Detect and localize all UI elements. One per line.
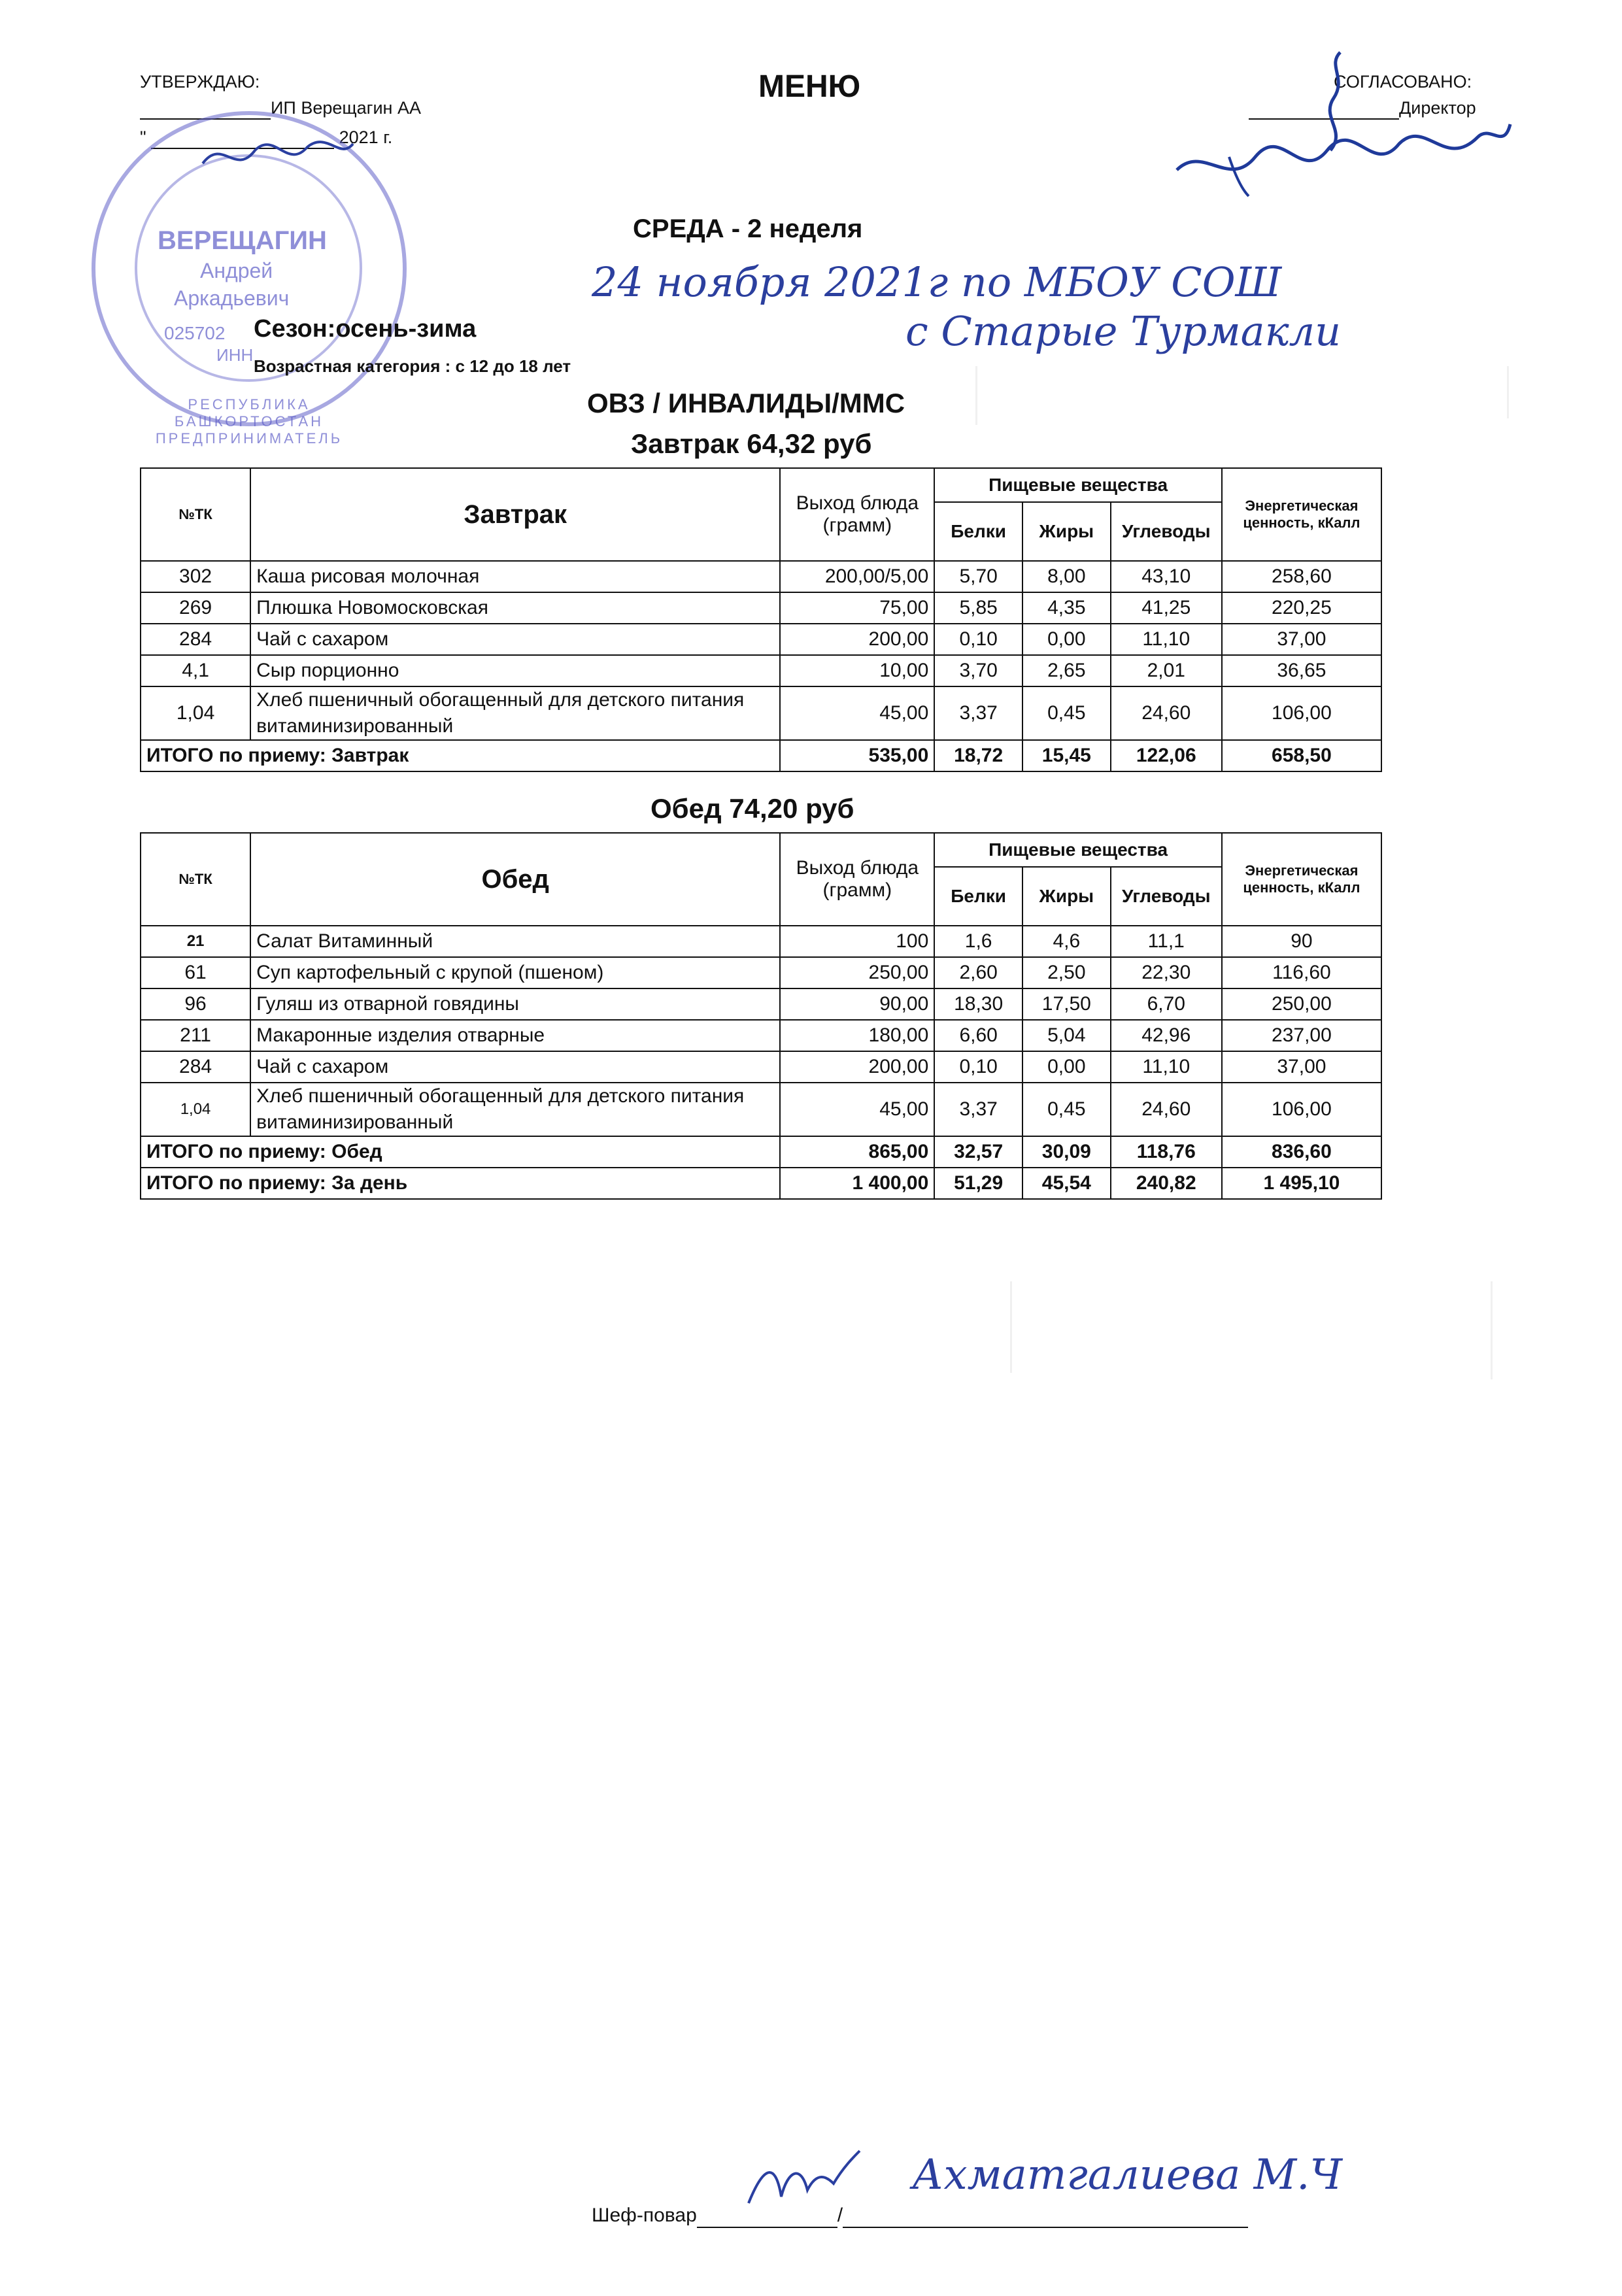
lunch-table [140, 832, 1382, 1200]
chef-line [592, 2204, 1248, 2228]
row-carbs: 42,96 [1111, 1020, 1222, 1051]
row-energy: 116,60 [1222, 957, 1381, 988]
row-protein: 5,70 [934, 561, 1022, 592]
stamp-first: Андрей [200, 259, 273, 282]
row-name: Каша рисовая молочная [250, 561, 780, 592]
row-tk: 269 [141, 592, 250, 624]
row-output: 10,00 [780, 655, 934, 686]
row-energy: 220,25 [1222, 592, 1381, 624]
row-tk: 211 [141, 1020, 250, 1051]
row-carbs: 11,10 [1111, 1051, 1222, 1083]
age-category: Возрастная категория : с 12 до 18 лет [254, 356, 571, 376]
approve-org: ИП Верещагин АА [271, 98, 421, 118]
col-output: Выход блюда (грамм) [780, 833, 934, 926]
row-name: Плюшка Новомосковская [250, 592, 780, 624]
row-output: 75,00 [780, 592, 934, 624]
col-protein: Белки [934, 867, 1022, 926]
table-row [141, 926, 1381, 957]
row-protein: 6,60 [934, 1020, 1022, 1051]
row-fat: 4,35 [1022, 592, 1111, 624]
table-row [141, 988, 1381, 1020]
col-energy: Энергетическая ценность, кКалл [1222, 833, 1381, 926]
table-row [141, 1051, 1381, 1083]
day-total-energy: 1 495,10 [1222, 1168, 1381, 1199]
col-nutrients: Пищевые вещества [934, 833, 1222, 867]
handwritten-note-line-2: с Старые Турмакли [905, 307, 1342, 355]
handwritten-note-line-1: 24 ноября 2021г по МБОУ СОШ [592, 258, 1282, 306]
row-carbs: 41,25 [1111, 592, 1222, 624]
col-name: Обед [250, 833, 780, 926]
table-row [141, 957, 1381, 988]
total-energy: 836,60 [1222, 1136, 1381, 1168]
total-fat: 30,09 [1022, 1136, 1111, 1168]
day-total-row [141, 1168, 1381, 1199]
table-row [141, 686, 1381, 740]
row-protein: 2,60 [934, 957, 1022, 988]
page-title: МЕНЮ [758, 69, 861, 104]
day-total-label: ИТОГО по приему: За день [141, 1168, 780, 1199]
stamp-inn-number: 025702 [164, 323, 226, 343]
col-tk: №ТК [141, 468, 250, 561]
row-tk: 4,1 [141, 655, 250, 686]
row-energy: 106,00 [1222, 686, 1381, 740]
col-fat: Жиры [1022, 867, 1111, 926]
row-fat: 0,45 [1022, 1083, 1111, 1136]
total-carbs: 118,76 [1111, 1136, 1222, 1168]
row-carbs: 24,60 [1111, 686, 1222, 740]
row-carbs: 43,10 [1111, 561, 1222, 592]
row-carbs: 2,01 [1111, 655, 1222, 686]
row-name: Салат Витаминный [250, 926, 780, 957]
total-output: 535,00 [780, 740, 934, 771]
table-row [141, 1020, 1381, 1051]
row-name: Макаронные изделия отварные [250, 1020, 780, 1051]
chef-name-handwritten: Ахматгалиева М.Ч [912, 2151, 1342, 2199]
row-protein: 0,10 [934, 1051, 1022, 1083]
row-output: 100 [780, 926, 934, 957]
row-fat: 0,00 [1022, 624, 1111, 655]
row-fat: 2,65 [1022, 655, 1111, 686]
scan-artifact [1010, 1281, 1012, 1373]
day-total-carbs: 240,82 [1111, 1168, 1222, 1199]
row-protein: 1,6 [934, 926, 1022, 957]
breakfast-heading: Завтрак 64,32 руб [631, 428, 872, 459]
row-name: Гуляш из отварной говядины [250, 988, 780, 1020]
row-output: 45,00 [780, 686, 934, 740]
row-fat: 2,50 [1022, 957, 1111, 988]
row-energy: 90 [1222, 926, 1381, 957]
row-fat: 8,00 [1022, 561, 1111, 592]
row-protein: 3,37 [934, 686, 1022, 740]
row-energy: 106,00 [1222, 1083, 1381, 1136]
row-output: 200,00 [780, 1051, 934, 1083]
row-name: Сыр порционно [250, 655, 780, 686]
total-energy: 658,50 [1222, 740, 1381, 771]
breakfast-table [140, 467, 1382, 772]
row-energy: 258,60 [1222, 561, 1381, 592]
season-label: Сезон:осень-зима [254, 315, 477, 343]
row-output: 250,00 [780, 957, 934, 988]
row-energy: 37,00 [1222, 624, 1381, 655]
row-name: Чай с сахаром [250, 624, 780, 655]
table-row [141, 655, 1381, 686]
row-tk: 1,04 [141, 1083, 250, 1136]
total-protein: 32,57 [934, 1136, 1022, 1168]
row-energy: 36,65 [1222, 655, 1381, 686]
agreed-label: СОГЛАСОВАНО: [1334, 72, 1472, 92]
total-row [141, 740, 1381, 771]
chef-signature [742, 2144, 873, 2216]
chef-name-blank [843, 2204, 1248, 2228]
row-tk: 284 [141, 624, 250, 655]
row-name: Хлеб пшеничный обогащенный для детского питания витаминизированный [250, 686, 780, 740]
row-protein: 5,85 [934, 592, 1022, 624]
day-heading: СРЕДА - 2 неделя [633, 214, 863, 243]
total-label: ИТОГО по приему: Обед [141, 1136, 780, 1168]
approve-quote: " [140, 127, 146, 147]
row-carbs: 11,10 [1111, 624, 1222, 655]
stamp-ring-text: РЕСПУБЛИКА БАШКОРТОСТАН ПРЕДПРИНИМАТЕЛЬ [155, 396, 343, 447]
approver-signature [196, 124, 360, 183]
row-name: Хлеб пшеничный обогащенный для детского питания витаминизированный [250, 1083, 780, 1136]
col-output: Выход блюда (грамм) [780, 468, 934, 561]
total-label: ИТОГО по приему: Завтрак [141, 740, 780, 771]
row-name: Чай с сахаром [250, 1051, 780, 1083]
director-signature [1151, 26, 1517, 209]
row-carbs: 11,1 [1111, 926, 1222, 957]
table-row [141, 1083, 1381, 1136]
table-row [141, 592, 1381, 624]
total-row [141, 1136, 1381, 1168]
row-protein: 3,70 [934, 655, 1022, 686]
scan-artifact [1507, 366, 1509, 418]
col-nutrients: Пищевые вещества [934, 468, 1222, 502]
row-energy: 237,00 [1222, 1020, 1381, 1051]
row-energy: 37,00 [1222, 1051, 1381, 1083]
agreed-role: Директор [1399, 98, 1476, 118]
stamp-inn-label: ИНН [216, 345, 254, 365]
chef-label: Шеф-повар [592, 2204, 697, 2226]
row-tk: 302 [141, 561, 250, 592]
lunch-heading: Обед 74,20 руб [650, 793, 854, 824]
row-protein: 18,30 [934, 988, 1022, 1020]
row-tk: 284 [141, 1051, 250, 1083]
row-fat: 0,00 [1022, 1051, 1111, 1083]
row-carbs: 22,30 [1111, 957, 1222, 988]
chef-separator: / [837, 2204, 843, 2226]
category-heading: ОВЗ / ИНВАЛИДЫ/ММС [587, 388, 905, 418]
day-total-protein: 51,29 [934, 1168, 1022, 1199]
col-fat: Жиры [1022, 502, 1111, 561]
scan-artifact [1491, 1281, 1493, 1379]
row-tk: 1,04 [141, 686, 250, 740]
table-row [141, 624, 1381, 655]
day-total-fat: 45,54 [1022, 1168, 1111, 1199]
row-fat: 17,50 [1022, 988, 1111, 1020]
row-fat: 5,04 [1022, 1020, 1111, 1051]
approve-year: 2021 г. [339, 127, 393, 147]
row-tk: 61 [141, 957, 250, 988]
row-carbs: 24,60 [1111, 1083, 1222, 1136]
row-tk: 96 [141, 988, 250, 1020]
col-protein: Белки [934, 502, 1022, 561]
col-carbs: Углеводы [1111, 502, 1222, 561]
col-tk: №ТК [141, 833, 250, 926]
approve-label: УТВЕРЖДАЮ: [140, 72, 260, 92]
col-energy: Энергетическая ценность, кКалл [1222, 468, 1381, 561]
stamp-name: ВЕРЕЩАГИН [158, 226, 327, 255]
row-output: 180,00 [780, 1020, 934, 1051]
row-output: 90,00 [780, 988, 934, 1020]
col-carbs: Углеводы [1111, 867, 1222, 926]
total-carbs: 122,06 [1111, 740, 1222, 771]
row-tk: 21 [141, 926, 250, 957]
row-fat: 0,45 [1022, 686, 1111, 740]
stamp-patronymic: Аркадьевич [174, 286, 290, 310]
scan-artifact [975, 366, 977, 425]
total-fat: 15,45 [1022, 740, 1111, 771]
row-output: 200,00/5,00 [780, 561, 934, 592]
row-name: Суп картофельный с крупой (пшеном) [250, 957, 780, 988]
row-output: 200,00 [780, 624, 934, 655]
row-energy: 250,00 [1222, 988, 1381, 1020]
day-total-output: 1 400,00 [780, 1168, 934, 1199]
row-fat: 4,6 [1022, 926, 1111, 957]
total-protein: 18,72 [934, 740, 1022, 771]
total-output: 865,00 [780, 1136, 934, 1168]
row-carbs: 6,70 [1111, 988, 1222, 1020]
col-name: Завтрак [250, 468, 780, 561]
row-protein: 0,10 [934, 624, 1022, 655]
table-row [141, 561, 1381, 592]
row-protein: 3,37 [934, 1083, 1022, 1136]
row-output: 45,00 [780, 1083, 934, 1136]
